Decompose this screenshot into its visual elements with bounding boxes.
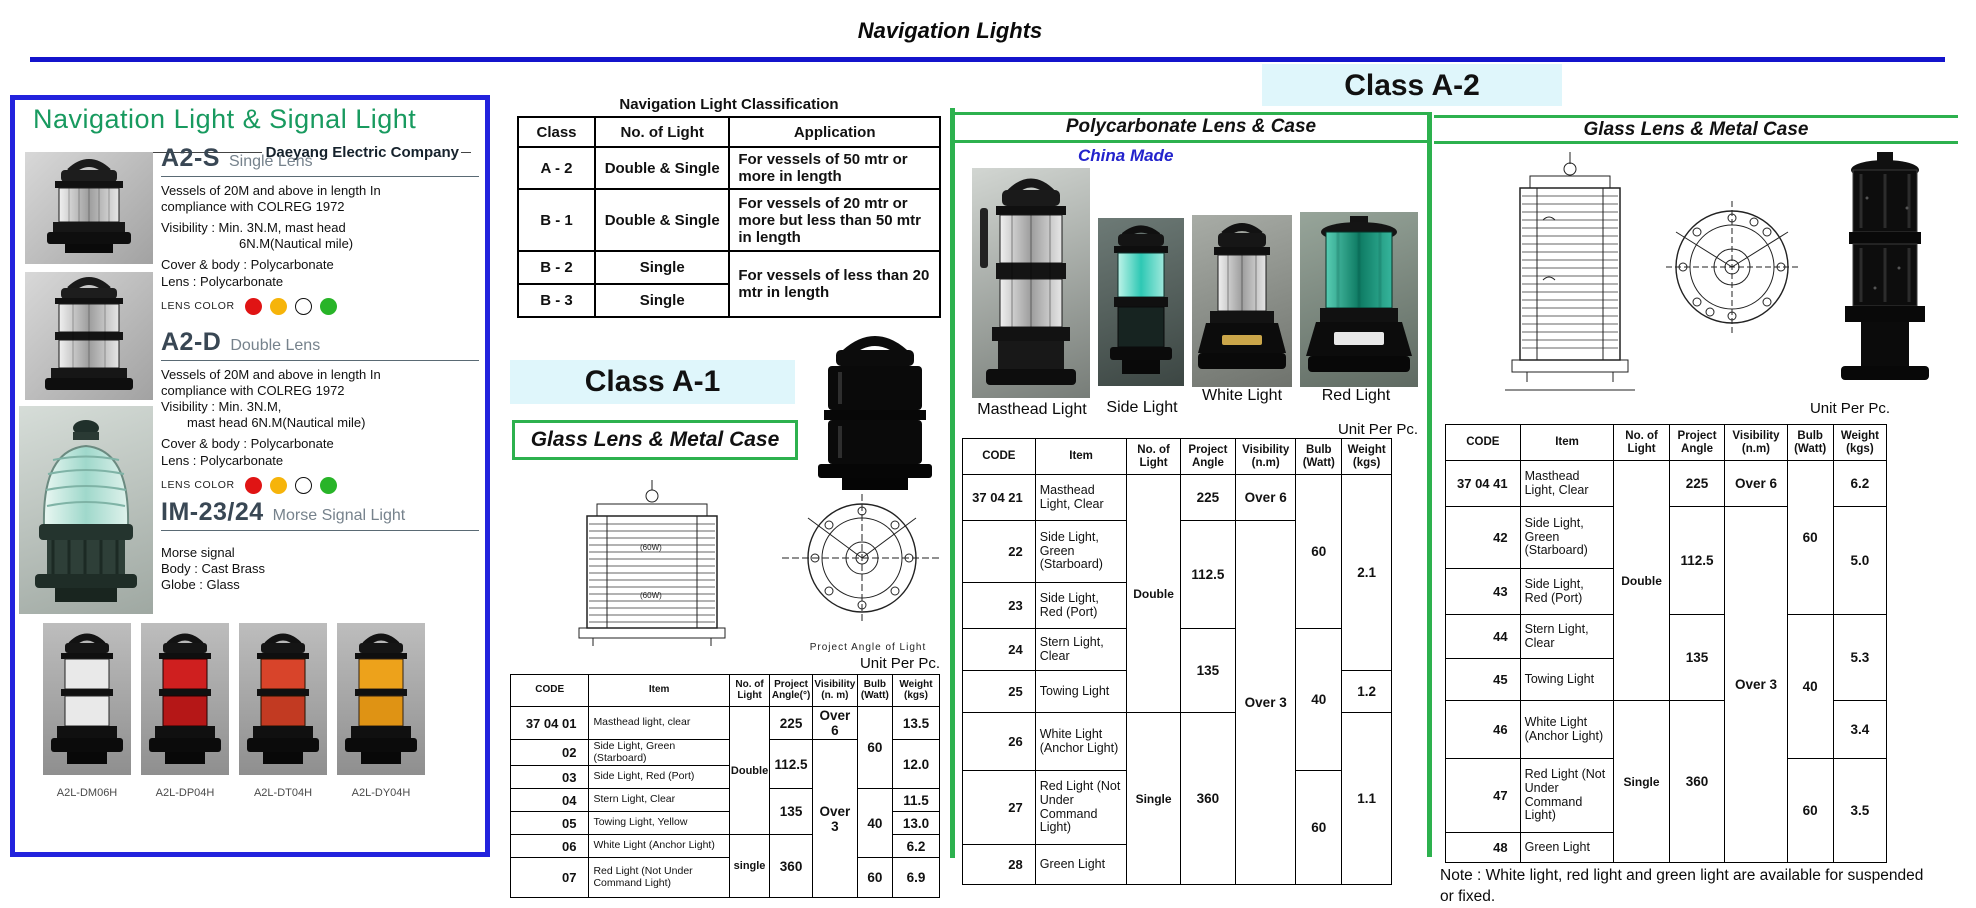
glass-banner-top-line [1434,115,1958,118]
lamp-clear-illustration [43,623,131,775]
left-panel [10,95,490,857]
class-a2-heading: Class A-2 [1262,64,1562,106]
a1-unit-note: Unit Per Pc. [859,655,940,672]
code-cell: 07 [511,858,589,898]
visibility-cell: Over 3 [1725,507,1787,863]
col-project-angle: Project Angle(°) [770,675,813,707]
masthead-lamp-illustration [972,168,1090,398]
lamp-amber-illustration [337,623,425,775]
poly-unit-note: Unit Per Pc. [1337,421,1418,438]
item-cell: Red Light (Not Under Command Light) [1520,759,1614,833]
a1-front-view-drawing [545,478,760,658]
table-row [518,147,940,189]
desc-line: Cover & body : Polycarbonate [161,257,334,273]
angle-cell: 225 [770,707,813,740]
col-weight: Weight (kgs) [1833,425,1886,461]
col-visibility: Visibility (n.m) [1725,425,1787,461]
angle-cell: 135 [1669,615,1725,701]
angle-cell: 360 [770,835,813,898]
weight-cell: 3.4 [1833,701,1886,759]
item-cell: Side Light, Green (Starboard) [589,740,729,766]
desc-line: Visibility : Min. 3N.M, mast head [161,220,346,236]
application-cell: For vessels of 20 mtr or more but less than 50 mtr in length [729,189,940,251]
a1-top-view-drawing [778,492,946,627]
a2s-model: A2-S [161,144,220,172]
desc-line: mast head 6N.M(Nautical mile) [187,415,366,431]
item-cell: Side Light, Red (Port) [589,766,729,789]
code-cell: 27 [963,771,1036,845]
class-cell: B - 1 [518,189,595,251]
panel-title: Navigation Light & Signal Light [33,104,417,134]
thumbnail-label: A2L-DT04H [253,787,313,799]
num-cell: Double & Single [595,189,729,251]
code-cell: 05 [511,812,589,835]
item-cell: Masthead Light, Clear [1035,475,1127,521]
weight-cell: 1.1 [1342,713,1392,885]
desc-line: Cover & body : Polycarbonate [161,436,334,452]
glass-front-view-drawing [1485,150,1655,402]
weight-cell: 12.0 [892,740,939,789]
side-lamp-illustration [1098,218,1184,386]
code-cell: 46 [1446,701,1521,759]
a2s-type: Single Lens [228,153,313,170]
col-application: Application [729,117,940,147]
code-cell: 06 [511,835,589,858]
glass-case-label: Glass Lens & Metal Case [1583,119,1809,140]
item-cell: Side Light, Red (Port) [1520,569,1614,615]
col-item: Item [1035,439,1127,475]
product-thumbnail-strip [43,623,425,799]
lens-white-dot [295,477,312,494]
class-cell: B - 2 [518,251,595,284]
code-cell: 42 [1446,507,1521,569]
desc-line: compliance with COLREG 1972 [161,383,345,399]
desc-line: Visibility : Min. 3N.M, [161,399,282,415]
item-cell: Towing Light [1520,659,1614,701]
table-row [511,789,940,812]
num-light-cell: single [729,835,769,898]
col-code: CODE [963,439,1036,475]
angle-cell: 135 [1180,629,1235,713]
im-model: IM-23/24 [161,498,264,526]
lens-color-label: LENS COLOR [161,479,235,492]
num-light-cell: Double [729,707,769,835]
col-project-angle: Project Angle [1669,425,1725,461]
desc-line: compliance with COLREG 1972 [161,199,345,215]
table-row [1446,461,1887,507]
table-row [511,858,940,898]
col-visibility: Visibility (n. m) [812,675,857,707]
bulb-cell: 60 [857,707,892,789]
code-cell: 43 [1446,569,1521,615]
glass-unit-note: Unit Per Pc. [1809,400,1890,417]
a2d-description [161,367,479,469]
a2d-type: Double Lens [230,337,321,354]
item-cell: Red Light (Not Under Command Light) [1035,771,1127,845]
lens-color-label: LENS COLOR [161,300,235,313]
code-cell: 22 [963,521,1036,583]
code-cell: 48 [1446,833,1521,863]
lens-green-dot [320,298,337,315]
thumbnail-photo [43,623,131,775]
table-header-row [963,439,1392,475]
visibility-cell: Over 6 [1725,461,1787,507]
top-view-illustration [778,492,946,627]
angle-cell: 360 [1669,701,1725,863]
a2d-product-photo [25,272,153,400]
china-made-note: China Made [1078,146,1174,165]
num-cell: Single [595,251,729,284]
code-cell: 26 [963,713,1036,771]
col-num-light: No. of Light [1127,439,1180,475]
a2s-lens-colors [161,298,479,315]
angle-cell: 112.5 [1180,521,1235,629]
item-cell: Towing Light, Yellow [589,812,729,835]
front-view-illustration [545,478,760,658]
application-cell: For vessels of 50 mtr or more in length [729,147,940,189]
weight-cell: 2.1 [1342,475,1392,671]
code-cell: 45 [1446,659,1521,701]
svg-text:(60W): (60W) [640,591,662,600]
num-cell: Double & Single [595,147,729,189]
weight-cell: 13.0 [892,812,939,835]
code-cell: 47 [1446,759,1521,833]
weight-cell: 6.9 [892,858,939,898]
col-weight: Weight (kgs) [892,675,939,707]
lens-red-dot [245,477,262,494]
class-cell: B - 3 [518,284,595,317]
bulb-cell: 60 [1787,759,1833,863]
thumbnail-photo [337,623,425,775]
classification-table [517,116,941,318]
top-view-illustration [1662,192,1802,342]
table-header-row [1446,425,1887,461]
glass-spec-table [1445,424,1887,863]
top-divider-line [30,57,1945,62]
desc-line: Body : Cast Brass [161,561,266,577]
col-num-light: No. of Light [595,117,729,147]
col-bulb: Bulb (Watt) [1787,425,1833,461]
masthead-light-label: Masthead Light [977,401,1087,418]
class-a1-heading: Class A-1 [510,360,795,404]
im-info [161,498,479,593]
weight-cell: 11.5 [892,789,939,812]
a2d-model: A2-D [161,328,222,356]
code-cell: 02 [511,740,589,766]
col-visibility: Visibility (n.m) [1236,439,1296,475]
poly-case-label: Polycarbonate Lens & Case [1065,116,1317,137]
a1-case-label: Glass Lens & Metal Case [512,420,798,460]
code-cell: 04 [511,789,589,812]
col-project-angle: Project Angle [1180,439,1235,475]
white-light-photo [1192,215,1292,387]
a2s-model-row [161,144,479,177]
item-cell: Red Light (Not Under Command Light) [589,858,729,898]
bulb-cell: 60 [1787,461,1833,615]
bulb-cell: 40 [1296,629,1342,771]
num-light-cell: Single [1614,701,1669,863]
num-light-cell: Double [1614,461,1669,701]
desc-line: Lens : Polycarbonate [161,452,284,468]
col-bulb: Bulb (Watt) [857,675,892,707]
white-light-label: White Light [1201,387,1283,404]
glass-note: Note : White light, red light and green light are available for suspended or fixed. [1440,867,1924,905]
angle-cell: 112.5 [1669,507,1725,615]
item-cell: Side Light, Green (Starboard) [1520,507,1614,569]
bulb-cell: 60 [1296,475,1342,629]
company-name: Daeyang Electric Company [265,144,459,161]
dark-cylinder-lamp-illustration [1815,148,1955,395]
code-cell: 37 04 41 [1446,461,1521,507]
desc-line: Lens : Polycarbonate [161,273,284,289]
col-num-light: No. of Light [1614,425,1669,461]
a1-spec-table [510,674,940,898]
lens-green-dot [320,477,337,494]
angle-cell: 225 [1180,475,1235,521]
bulb-cell: 40 [1787,615,1833,759]
a2s-info [161,144,479,315]
a2d-lamp-illustration [25,272,153,400]
desc-line: Vessels of 20M and above in length In [161,367,381,382]
angle-cell: 225 [1669,461,1725,507]
a2-left-divider [950,108,955,858]
lamp-red-orange-illustration [239,623,327,775]
class-cell: A - 2 [518,147,595,189]
code-cell: 24 [963,629,1036,671]
code-cell: 23 [963,583,1036,629]
page-title: Navigation Lights [857,18,1043,43]
desc-line: Morse signal [161,545,235,560]
item-cell: Towing Light [1035,671,1127,713]
table-header-row [511,675,940,707]
im-description [161,545,479,593]
item-cell: Stern Light, Clear [589,789,729,812]
a2d-lens-colors [161,477,479,494]
thumbnail-dp04h [141,623,229,799]
num-light-cell: Single [1127,713,1180,885]
col-item: Item [589,675,729,707]
lens-amber-dot [270,298,287,315]
num-cell: Single [595,284,729,317]
green-glass-lamp-illustration [1300,212,1418,387]
im-product-photo [19,406,153,614]
lens-white-dot [295,298,312,315]
a2s-lamp-illustration [25,152,153,264]
bulb-cell: 60 [857,858,892,898]
visibility-cell: Over 6 [812,707,857,740]
svg-text:(60W): (60W) [640,543,662,552]
lens-red-dot [245,298,262,315]
thumbnail-dm06h [43,623,131,799]
a1-dark-lamp-illustration [798,330,953,495]
thumbnail-label: A2L-DY04H [351,787,411,799]
item-cell: Masthead Light, Clear [1520,461,1614,507]
table-row [518,189,940,251]
masthead-light-photo [972,168,1090,398]
a1-drawing-caption: Project Angle of Light [809,642,927,653]
col-item: Item [1520,425,1614,461]
weight-cell: 5.3 [1833,615,1886,701]
poly-banner-top-line [955,112,1427,115]
code-cell: 25 [963,671,1036,713]
red-light-label: Red Light [1321,387,1391,404]
angle-cell: 360 [1180,713,1235,885]
glass-banner-bottom-line [1434,141,1958,144]
side-light-photo [1098,218,1184,386]
table-row [518,251,940,284]
thumbnail-photo [239,623,327,775]
poly-spec-table [962,438,1392,885]
im-type: Morse Signal Light [272,507,406,524]
weight-cell: 5.0 [1833,507,1886,615]
im-lamp-illustration [19,406,153,614]
lamp-red-illustration [141,623,229,775]
col-class: Class [518,117,595,147]
visibility-cell: Over 6 [1236,475,1296,521]
desc-line: Vessels of 20M and above in length In [161,183,381,198]
item-cell: White Light (Anchor Light) [1035,713,1127,771]
weight-cell: 13.5 [892,707,939,740]
classification-title: Navigation Light Classification [619,96,839,113]
table-row [963,475,1392,521]
im-model-row [161,498,479,531]
a1-dark-lamp-photo [798,330,953,495]
bulb-cell: 40 [857,789,892,858]
desc-line: Globe : Glass [161,577,240,593]
visibility-cell: Over 3 [1236,521,1296,885]
a2s-description [161,183,479,290]
white-lamp-illustration [1192,215,1292,387]
visibility-cell: Over 3 [812,740,857,898]
glass-top-view-drawing [1662,192,1802,342]
col-code: CODE [511,675,589,707]
weight-cell: 6.2 [1833,461,1886,507]
thumbnail-dt04h [239,623,327,799]
angle-cell: 135 [770,789,813,835]
bulb-cell: 60 [1296,771,1342,885]
col-code: CODE [1446,425,1521,461]
a2d-model-row [161,328,479,361]
num-light-cell: Double [1127,475,1180,713]
item-cell: White Light (Anchor Light) [589,835,729,858]
side-light-label: Side Light [1106,399,1178,416]
angle-cell: 112.5 [770,740,813,789]
item-cell: Green Light [1035,845,1127,885]
col-num-light: No. of Light [729,675,769,707]
code-cell: 03 [511,766,589,789]
table-header-row [518,117,940,147]
thumbnail-photo [141,623,229,775]
a2-mid-divider [1427,112,1432,857]
a2d-info [161,328,479,494]
lens-amber-dot [270,477,287,494]
col-weight: Weight (kgs) [1342,439,1392,475]
weight-cell: 1.2 [1342,671,1392,713]
code-cell: 28 [963,845,1036,885]
thumbnail-label: A2L-DM06H [56,787,118,799]
item-cell: White Light (Anchor Light) [1520,701,1614,759]
item-cell: Stern Light, Clear [1520,615,1614,659]
application-cell: For vessels of less than 20 mtr in length [729,251,940,317]
code-cell: 37 04 21 [963,475,1036,521]
thumbnail-dy04h [337,623,425,799]
table-row [511,707,940,740]
code-cell: 44 [1446,615,1521,659]
poly-banner-bottom-line [955,140,1427,143]
item-cell: Green Light [1520,833,1614,863]
item-cell: Masthead light, clear [589,707,729,740]
item-cell: Stern Light, Clear [1035,629,1127,671]
thumbnail-label: A2L-DP04H [155,787,215,799]
item-cell: Side Light, Green (Starboard) [1035,521,1127,583]
col-bulb: Bulb (Watt) [1296,439,1342,475]
desc-line: 6N.M(Nautical mile) [239,236,354,252]
weight-cell: 3.5 [1833,759,1886,863]
a2s-product-photo [25,152,153,264]
weight-cell: 6.2 [892,835,939,858]
glass-dark-lamp-photo [1815,148,1955,395]
red-light-photo [1300,212,1418,387]
code-cell: 37 04 01 [511,707,589,740]
front-view-illustration [1485,150,1655,402]
item-cell: Side Light, Red (Port) [1035,583,1127,629]
